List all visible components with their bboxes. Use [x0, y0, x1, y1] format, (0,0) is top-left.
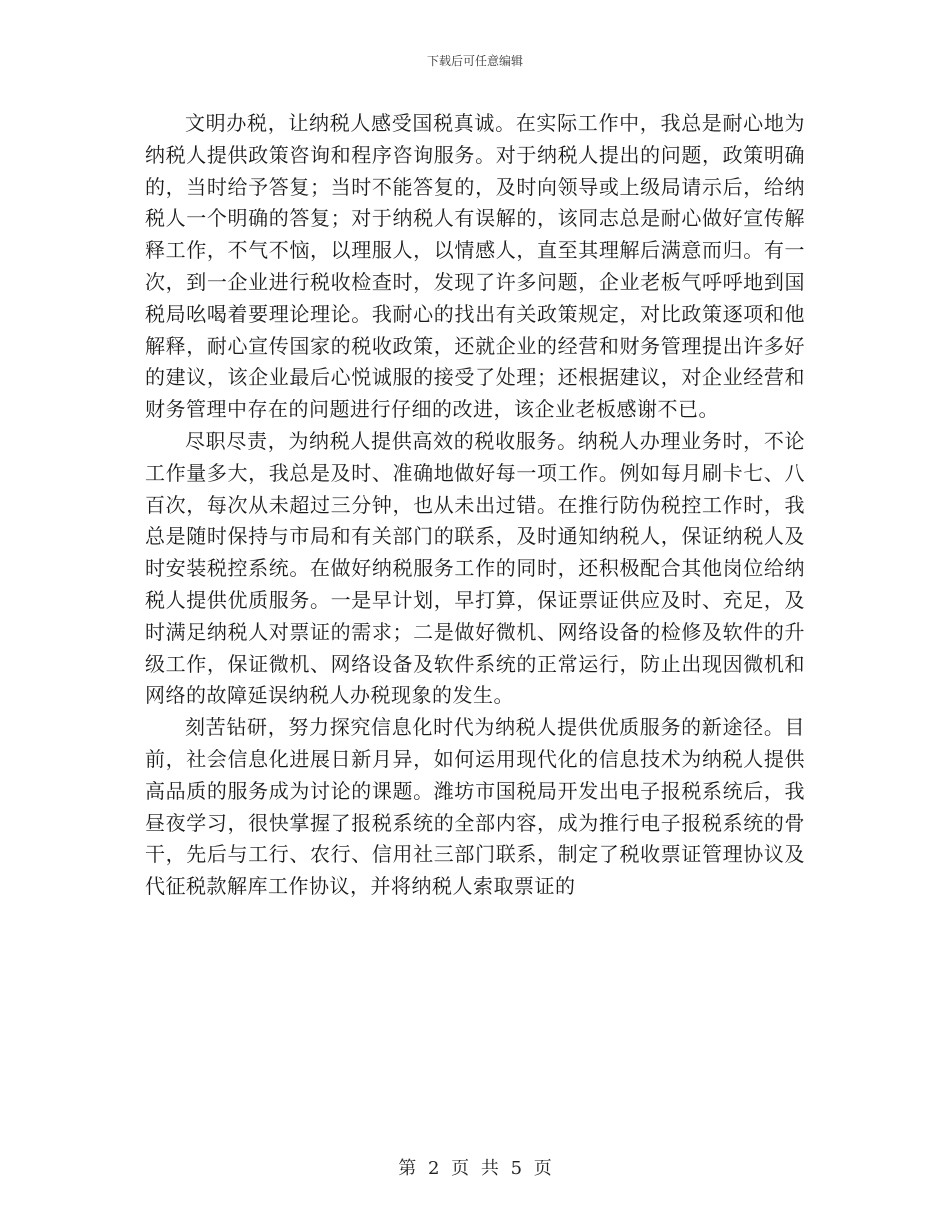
document-body: [145, 108, 805, 903]
page-footer: 第 2 页 共 5 页: [398, 1158, 552, 1179]
paragraph-2: 尽职尽责，为纳税人提供高效的税收服务。纳税人办理业务时，不论工作量多大，我总是及时、准确地做好每一项工作。例如每月刷卡七、八百次，每次从未超过三分钟，也从未出过错。在推行防伪税控工作时，我总是随时保持与市局和有关部门的联系，及时通知纳税人，保证纳税人及时安装税控系统。在做好纳税服务工作的同时，还积极配合其他岗位给纳税人提供优质服务。一是早计划，早打算，保证票证供应及时、充足，及时满足纳税人对票证的需求；二是做好微机、网络设备的检修及软件的升级工作，保证微机、网络设备及软件系统的正常运行，防止出现因微机和网络的故障延误纳税人办税现象的发生。: [145, 428, 805, 708]
paragraph-1: 文明办税，让纳税人感受国税真诚。在实际工作中，我总是耐心地为纳税人提供政策咨询和程序咨询服务。对于纳税人提出的问题，政策明确的，当时给予答复；当时不能答复的，及时向领导或上级局请示后，给纳税人一个明确的答复；对于纳税人有误解的，该同志总是耐心做好宣传解释工作，不气不恼，以理服人，以情感人，直至其理解后满意而归。有一次，到一企业进行税收检查时，发现了许多问题，企业老板气呼呼地到国税局吆喝着要理论理论。我耐心的找出有关政策规定，对比政策逐项和他解释，耐心宣传国家的税收政策，还就企业的经营和财务管理提出许多好的建议，该企业最后心悦诚服的接受了处理；还根据建议，对企业经营和财务管理中存在的问题进行仔细的改进，该企业老板感谢不已。: [145, 111, 805, 422]
page-header: 下载后可任意编辑: [426, 54, 523, 68]
paragraph-3: 刻苦钻研，努力探究信息化时代为纳税人提供优质服务的新途径。目前，社会信息化进展日新月异，如何运用现代化的信息技术为纳税人提供高品质的服务成为讨论的课题。潍坊市国税局开发出电子报税系统后，我昼夜学习，很快掌握了报税系统的全部内容，成为推行电子报税系统的骨干，先后与工行、农行、信用社三部门联系，制定了税收票证管理协议及代征税款解库工作协议，并将纳税人索取票证的: [145, 715, 805, 899]
